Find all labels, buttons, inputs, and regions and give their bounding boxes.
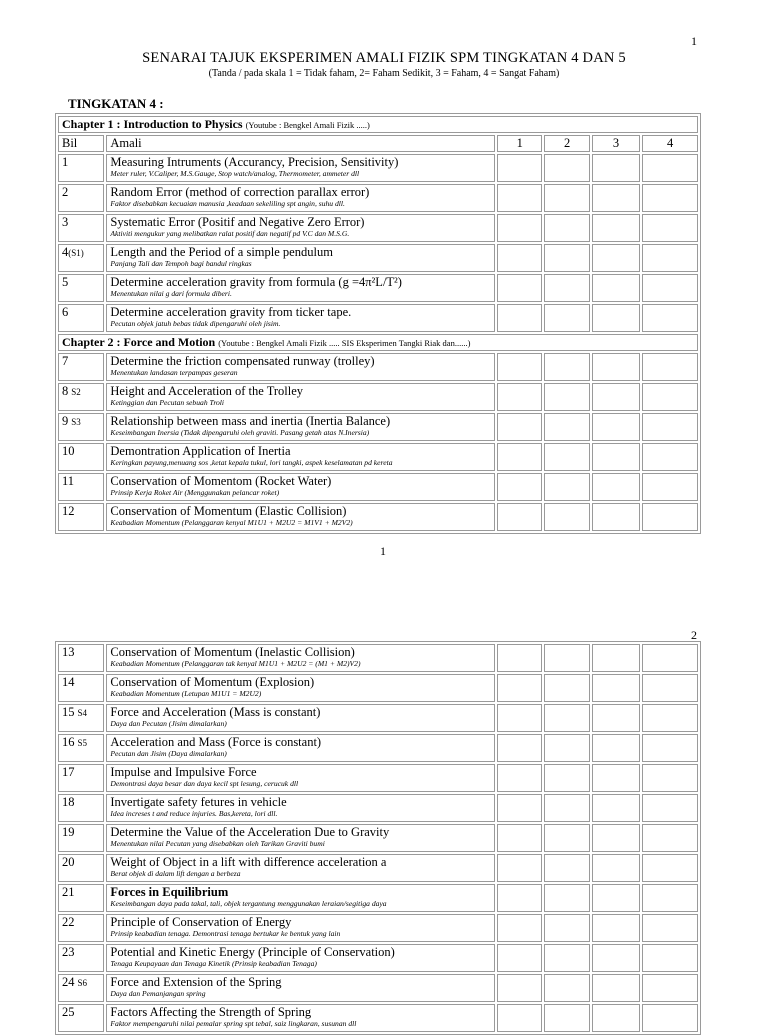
- rating-cell-4[interactable]: [642, 443, 698, 471]
- amali-title: Determine acceleration gravity from formula (g =4π²L/T²): [110, 275, 402, 289]
- experiment-table-page2: [55, 641, 701, 1035]
- table-row: [58, 244, 698, 272]
- row-number-value: 11: [62, 474, 75, 488]
- rating-cell-3[interactable]: [592, 413, 640, 441]
- row-number: [58, 383, 104, 411]
- row-number: [58, 824, 104, 852]
- row-number-value: 19: [62, 825, 75, 839]
- amali-cell: [106, 914, 495, 942]
- rating-cell-3[interactable]: [592, 473, 640, 501]
- rating-cell-2[interactable]: [544, 1004, 589, 1032]
- table-row: [58, 914, 698, 942]
- chapter-2-heading: [58, 334, 698, 351]
- rating-cell-2[interactable]: [544, 794, 589, 822]
- rating-cell-4[interactable]: [642, 944, 698, 972]
- rating-cell-2[interactable]: [544, 383, 589, 411]
- rating-cell-3[interactable]: [592, 734, 640, 762]
- amali-title: Factors Affecting the Strength of Spring: [110, 1005, 312, 1019]
- rating-cell-2[interactable]: [544, 914, 589, 942]
- rating-cell-1[interactable]: [497, 884, 542, 912]
- amali-title: Conservation of Momentum (Elastic Collision): [110, 504, 347, 518]
- rating-cell-4[interactable]: [642, 824, 698, 852]
- amali-title: Potential and Kinetic Energy (Principle of Conservation): [110, 945, 395, 959]
- row-number: [58, 884, 104, 912]
- chapter-title: Chapter 1 : Introduction to Physics: [62, 117, 243, 131]
- row-number: [58, 214, 104, 242]
- rating-cell-4[interactable]: [642, 353, 698, 381]
- rating-cell-4[interactable]: [642, 184, 698, 212]
- rating-cell-4[interactable]: [642, 704, 698, 732]
- amali-cell: [106, 413, 495, 441]
- amali-description: Menentukan landasan terpampas geseran: [110, 368, 238, 377]
- amali-cell: [106, 383, 495, 411]
- rating-cell-3[interactable]: [592, 914, 640, 942]
- amali-description: Keabadian Momentum (Pelanggaran kenyal M1U1 + M2U2 = M1V1 + M2V2): [110, 518, 353, 527]
- row-number-value: 14: [62, 675, 75, 689]
- table-row: [58, 734, 698, 762]
- amali-description: Prinsip keabadian tenaga. Demontrasi tenaga bertukar ke bentuk yang lain: [110, 929, 341, 938]
- rating-cell-4[interactable]: [642, 734, 698, 762]
- amali-title: Determine the friction compensated runway (trolley): [110, 354, 375, 368]
- rating-cell-4[interactable]: [642, 503, 698, 531]
- chapter-row: [58, 334, 698, 351]
- row-number: [58, 674, 104, 702]
- chapter-note: (Youtube : Bengkel Amali Fizik .....): [245, 120, 370, 130]
- amali-cell: [106, 304, 495, 332]
- rating-cell-3[interactable]: [592, 184, 640, 212]
- rating-cell-1[interactable]: [497, 794, 542, 822]
- row-number-value: 16: [62, 735, 75, 749]
- amali-title: Invertigate safety fetures in vehicle: [110, 795, 287, 809]
- rating-cell-2[interactable]: [544, 884, 589, 912]
- rating-cell-3[interactable]: [592, 1004, 640, 1032]
- amali-title: Principle of Conservation of Energy: [110, 915, 292, 929]
- header-scale-3: 3: [592, 135, 640, 152]
- amali-title: Force and Acceleration (Mass is constant): [110, 705, 321, 719]
- rating-cell-3[interactable]: [592, 214, 640, 242]
- row-number-value: 6: [62, 305, 69, 319]
- table-row: [58, 443, 698, 471]
- rating-cell-2[interactable]: [544, 734, 589, 762]
- rating-cell-1[interactable]: [497, 274, 542, 302]
- row-number: [58, 304, 104, 332]
- rating-cell-2[interactable]: [544, 644, 589, 672]
- amali-cell: [106, 274, 495, 302]
- rating-cell-1[interactable]: [497, 214, 542, 242]
- amali-description: Daya dan Pemanjangan spring: [110, 989, 206, 998]
- row-number: [58, 644, 104, 672]
- rating-cell-2[interactable]: [544, 674, 589, 702]
- amali-cell: [106, 764, 495, 792]
- amali-description: Daya dan Pecutan (Jisim dimalarkan): [110, 719, 227, 728]
- rating-cell-2[interactable]: [544, 244, 589, 272]
- table-row: [58, 383, 698, 411]
- rating-cell-3[interactable]: [592, 353, 640, 381]
- amali-description: Menentukan nilai g dari formula diberi.: [110, 289, 232, 298]
- amali-description: Aktiviti mengukur yang melibatkan ralat positif dan negatif pd V.C dan M.S.G.: [110, 229, 350, 238]
- amali-description: Keseimbangan Inersia (Tidak dipengaruhi oleh graviti. Pasang getah atas N.Inersia): [110, 428, 370, 437]
- rating-cell-4[interactable]: [642, 274, 698, 302]
- amali-cell: [106, 353, 495, 381]
- amali-title: Conservation of Momentum (Inelastic Collision): [110, 645, 355, 659]
- rating-cell-2[interactable]: [544, 854, 589, 882]
- row-number: [58, 274, 104, 302]
- chapter-title: Chapter 2 : Force and Motion: [62, 335, 216, 349]
- table-row: [58, 644, 698, 672]
- row-number: [58, 764, 104, 792]
- rating-cell-4[interactable]: [642, 644, 698, 672]
- amali-description: Faktor disebabkan kecuaian manusia ,keadaan sekeliling spt angin, suhu dll.: [110, 199, 345, 208]
- rating-cell-3[interactable]: [592, 644, 640, 672]
- amali-description: Idea increses t and reduce injuries. Bas,kereta, lori dll.: [110, 809, 278, 818]
- rating-cell-4[interactable]: [642, 154, 698, 182]
- rating-cell-2[interactable]: [544, 764, 589, 792]
- table-row: [58, 413, 698, 441]
- row-number: [58, 734, 104, 762]
- table-row: [58, 1004, 698, 1032]
- rating-cell-3[interactable]: [592, 304, 640, 332]
- amali-description: Berat objek di dalam lift dengan a berbeza: [110, 869, 241, 878]
- row-number-value: 24: [62, 975, 75, 989]
- row-number: [58, 353, 104, 381]
- amali-cell: [106, 734, 495, 762]
- table-row: [58, 944, 698, 972]
- amali-description: Ketinggian dan Pecutan sebuah Troli: [110, 398, 225, 407]
- rating-cell-4[interactable]: [642, 674, 698, 702]
- rating-cell-1[interactable]: [497, 854, 542, 882]
- header-bil: Bil: [58, 135, 104, 152]
- row-number: [58, 1004, 104, 1032]
- amali-title: Demontration Application of Inertia: [110, 444, 291, 458]
- amali-cell: [106, 824, 495, 852]
- table-row: [58, 274, 698, 302]
- rating-cell-1[interactable]: [497, 154, 542, 182]
- rating-cell-4[interactable]: [642, 854, 698, 882]
- table-row: [58, 824, 698, 852]
- rating-cell-1[interactable]: [497, 304, 542, 332]
- amali-cell: [106, 244, 495, 272]
- row-number: [58, 473, 104, 501]
- amali-title: Relationship between mass and inertia (Inertia Balance): [110, 414, 391, 428]
- row-number-value: 17: [62, 765, 75, 779]
- header-amali: Amali: [106, 135, 495, 152]
- page-number: 1: [691, 34, 697, 48]
- row-number-value: 22: [62, 915, 75, 929]
- amali-title: Random Error (method of correction parallax error): [110, 185, 370, 199]
- row-number-value: 1: [62, 155, 69, 169]
- header-row: [58, 135, 698, 152]
- amali-cell: [106, 644, 495, 672]
- header-scale-4: 4: [642, 135, 698, 152]
- rating-cell-1[interactable]: [497, 443, 542, 471]
- amali-cell: [106, 674, 495, 702]
- row-number-value: 2: [62, 185, 69, 199]
- row-tag: S5: [77, 738, 88, 748]
- row-tag: S6: [77, 978, 88, 988]
- table-row: [58, 353, 698, 381]
- rating-cell-3[interactable]: [592, 674, 640, 702]
- row-number-value: 8: [62, 384, 69, 398]
- row-number: [58, 443, 104, 471]
- rating-cell-3[interactable]: [592, 884, 640, 912]
- rating-cell-4[interactable]: [642, 764, 698, 792]
- amali-title: Determine acceleration gravity from ticker tape.: [110, 305, 352, 319]
- amali-title: Force and Extension of the Spring: [110, 975, 282, 989]
- rating-cell-3[interactable]: [592, 503, 640, 531]
- page-number: 2: [691, 628, 697, 642]
- amali-description: Keabadian Momentum (Pelanggaran tak kenyal M1U1 + M2U2 = (M1 + M2)V2): [110, 659, 361, 668]
- rating-cell-4[interactable]: [642, 304, 698, 332]
- rating-cell-1[interactable]: [497, 974, 542, 1002]
- rating-cell-1[interactable]: [497, 734, 542, 762]
- rating-cell-3[interactable]: [592, 443, 640, 471]
- row-number-value: 15: [62, 705, 75, 719]
- row-number: [58, 244, 104, 272]
- amali-cell: [106, 184, 495, 212]
- rating-cell-4[interactable]: [642, 794, 698, 822]
- rating-cell-2[interactable]: [544, 824, 589, 852]
- rating-cell-3[interactable]: [592, 704, 640, 732]
- rating-cell-1[interactable]: [497, 383, 542, 411]
- rating-cell-4[interactable]: [642, 473, 698, 501]
- level-heading: TINGKATAN 4 :: [68, 96, 164, 111]
- footer-page-number: 1: [380, 544, 386, 558]
- amali-title: Weight of Object in a lift with difference acceleration a: [110, 855, 387, 869]
- rating-cell-4[interactable]: [642, 413, 698, 441]
- rating-cell-1[interactable]: [497, 704, 542, 732]
- rating-cell-1[interactable]: [497, 1004, 542, 1032]
- row-tag: S4: [77, 708, 88, 718]
- amali-description: Pecutan objek jatuh bebas tidak dipengaruhi oleh jisim.: [110, 319, 281, 328]
- amali-description: Menentukan nilai Pecutan yang disebabkan oleh Tarikan Graviti bumi: [110, 839, 325, 848]
- experiment-table-page1: [55, 113, 701, 534]
- rating-cell-4[interactable]: [642, 974, 698, 1002]
- amali-cell: [106, 974, 495, 1002]
- row-number-value: 10: [62, 444, 75, 458]
- amali-title: Length and the Period of a simple pendulum: [110, 245, 333, 259]
- rating-cell-1[interactable]: [497, 473, 542, 501]
- amali-cell: [106, 473, 495, 501]
- rating-cell-3[interactable]: [592, 854, 640, 882]
- rating-cell-2[interactable]: [544, 304, 589, 332]
- row-number-value: 7: [62, 354, 69, 368]
- rating-cell-2[interactable]: [544, 154, 589, 182]
- rating-cell-3[interactable]: [592, 764, 640, 792]
- rating-cell-4[interactable]: [642, 1004, 698, 1032]
- amali-cell: [106, 1004, 495, 1032]
- rating-cell-3[interactable]: [592, 244, 640, 272]
- rating-cell-2[interactable]: [544, 704, 589, 732]
- amali-cell: [106, 944, 495, 972]
- row-number-value: 20: [62, 855, 75, 869]
- row-number: [58, 413, 104, 441]
- rating-cell-2[interactable]: [544, 944, 589, 972]
- row-number: [58, 974, 104, 1002]
- table-row: [58, 473, 698, 501]
- amali-description: Demontrasi daya besar dan daya kecil spt lesung, cerucuk dll: [110, 779, 299, 788]
- rating-cell-2[interactable]: [544, 443, 589, 471]
- amali-title: Conservation of Momentom (Rocket Water): [110, 474, 332, 488]
- amali-title: Impulse and Impulsive Force: [110, 765, 257, 779]
- row-number-value: 13: [62, 645, 75, 659]
- rating-cell-2[interactable]: [544, 503, 589, 531]
- row-tag: S3: [71, 417, 81, 427]
- rating-cell-2[interactable]: [544, 274, 589, 302]
- amali-description: Panjang Tali dan Tempoh bagi bandul ringkas: [110, 259, 252, 268]
- row-number-value: 18: [62, 795, 75, 809]
- rating-cell-2[interactable]: [544, 214, 589, 242]
- amali-description: Prinsip Kerja Roket Air (Menggunakan pelancar roket): [110, 488, 280, 497]
- table-row: [58, 184, 698, 212]
- table-row: [58, 764, 698, 792]
- rating-cell-3[interactable]: [592, 274, 640, 302]
- table-row: [58, 884, 698, 912]
- row-number-value: 9: [62, 414, 69, 428]
- amali-cell: [106, 443, 495, 471]
- rating-cell-1[interactable]: [497, 944, 542, 972]
- table-row: [58, 154, 698, 182]
- rating-cell-1[interactable]: [497, 244, 542, 272]
- row-number: [58, 184, 104, 212]
- rating-cell-3[interactable]: [592, 154, 640, 182]
- row-number: [58, 854, 104, 882]
- page-title: SENARAI TAJUK EKSPERIMEN AMALI FIZIK SPM TINGKATAN 4 DAN 5: [142, 50, 626, 66]
- row-number-value: 5: [62, 275, 69, 289]
- row-number: [58, 794, 104, 822]
- amali-title: Forces in Equilibrium: [110, 885, 229, 899]
- row-number: [58, 154, 104, 182]
- rating-cell-2[interactable]: [544, 473, 589, 501]
- rating-cell-1[interactable]: [497, 674, 542, 702]
- row-number-value: 12: [62, 504, 75, 518]
- amali-cell: [106, 503, 495, 531]
- row-number-value: 23: [62, 945, 75, 959]
- amali-cell: [106, 854, 495, 882]
- table-row: [58, 854, 698, 882]
- amali-description: Keabadian Momentum (Letupan M1U1 = M2U2): [110, 689, 262, 698]
- rating-cell-2[interactable]: [544, 413, 589, 441]
- rating-cell-2[interactable]: [544, 974, 589, 1002]
- row-number-value: 3: [62, 215, 69, 229]
- row-tag: S2: [71, 387, 81, 397]
- chapter-row: [58, 116, 698, 133]
- amali-cell: [106, 794, 495, 822]
- table-row: [58, 794, 698, 822]
- amali-description: Keringkan payung,menuang sos ,ketat kepala tukul, lori tangki, aspek keselamatan pd kereta: [110, 458, 393, 467]
- amali-description: Faktor mempengaruhi nilai pemalar spring spt tebal, saiz lingkaran, susunan dll: [110, 1019, 357, 1028]
- rating-cell-4[interactable]: [642, 914, 698, 942]
- rating-cell-3[interactable]: [592, 974, 640, 1002]
- row-number: [58, 503, 104, 531]
- rating-cell-1[interactable]: [497, 764, 542, 792]
- rating-cell-1[interactable]: [497, 503, 542, 531]
- rating-cell-3[interactable]: [592, 383, 640, 411]
- row-number: [58, 914, 104, 942]
- chapter-note: (Youtube : Bengkel Amali Fizik ..... SIS Eksperimen Tangki Riak dan......): [218, 338, 471, 348]
- rating-cell-1[interactable]: [497, 914, 542, 942]
- header-scale-1: 1: [497, 135, 542, 152]
- rating-cell-1[interactable]: [497, 824, 542, 852]
- table-row: [58, 503, 698, 531]
- amali-cell: [106, 154, 495, 182]
- amali-title: Measuring Intruments (Accurancy, Precision, Sensitivity): [110, 155, 399, 169]
- amali-cell: [106, 214, 495, 242]
- row-number: [58, 704, 104, 732]
- amali-title: Determine the Value of the Acceleration Due to Gravity: [110, 825, 390, 839]
- amali-description: Keseimbangan daya pada takal, tali, objek tergantung menggunakan leraian/segitiga daya: [110, 899, 387, 908]
- amali-title: Height and Acceleration of the Trolley: [110, 384, 304, 398]
- rating-cell-4[interactable]: [642, 244, 698, 272]
- rating-cell-2[interactable]: [544, 184, 589, 212]
- table-row: [58, 214, 698, 242]
- row-number: [58, 944, 104, 972]
- amali-cell: [106, 704, 495, 732]
- amali-description: Tenaga Keupayaan dan Tenaga Kinetik (Prinsip keabadian Tenaga): [110, 959, 317, 968]
- rating-cell-1[interactable]: [497, 184, 542, 212]
- table-row: [58, 974, 698, 1002]
- amali-cell: [106, 884, 495, 912]
- rating-cell-3[interactable]: [592, 944, 640, 972]
- row-number-value: 21: [62, 885, 75, 899]
- rating-cell-4[interactable]: [642, 214, 698, 242]
- rating-cell-1[interactable]: [497, 644, 542, 672]
- rating-cell-2[interactable]: [544, 353, 589, 381]
- header-scale-2: 2: [544, 135, 589, 152]
- row-tag: (S1): [68, 248, 84, 258]
- table-row: [58, 304, 698, 332]
- table-row: [58, 674, 698, 702]
- rating-cell-4[interactable]: [642, 884, 698, 912]
- row-number-value: 4: [62, 245, 69, 259]
- table-row: [58, 704, 698, 732]
- rating-cell-3[interactable]: [592, 824, 640, 852]
- rating-cell-1[interactable]: [497, 413, 542, 441]
- amali-title: Conservation of Momentum (Explosion): [110, 675, 315, 689]
- chapter-1-heading: [58, 116, 698, 133]
- amali-title: Systematic Error (Positif and Negative Zero Error): [110, 215, 365, 229]
- row-number-value: 25: [62, 1005, 75, 1019]
- rating-cell-1[interactable]: [497, 353, 542, 381]
- amali-description: Pecutan dan Jisim (Daya dimalarkan): [110, 749, 227, 758]
- rating-cell-3[interactable]: [592, 794, 640, 822]
- amali-description: Meter ruler, V.Caliper, M.S.Gauge, Stop watch/analog, Thermometer, ammeter dll: [110, 169, 360, 178]
- rating-cell-4[interactable]: [642, 383, 698, 411]
- rating-scale-note: (Tanda / pada skala 1 = Tidak faham, 2= Faham Sedikit, 3 = Faham, 4 = Sangat Faham): [208, 68, 560, 79]
- amali-title: Acceleration and Mass (Force is constant): [110, 735, 322, 749]
